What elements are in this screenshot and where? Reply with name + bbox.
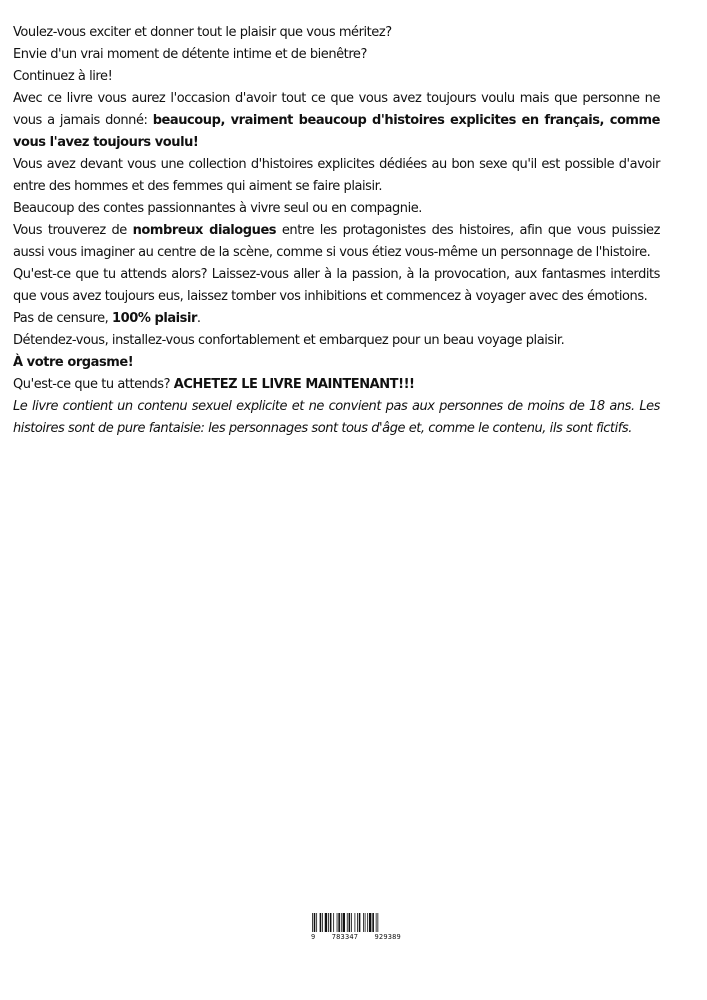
paragraph — [13, 352, 660, 374]
barcode-digit-prefix: 9 — [311, 933, 316, 941]
paragraph — [13, 264, 660, 308]
text-run: Le livre contient un contenu sexuel explicite et ne convient pas aux personnes de moins de 18 ans. Les histoires sont de pure fantaisie: les personnages sont tous d'âge et, comme le contenu, ils sont fictifs. — [13, 399, 660, 436]
text-run: Qu'est-ce que tu attends? — [13, 377, 174, 392]
text-run: Vous trouverez de — [13, 223, 133, 238]
text-run: Qu'est-ce que tu attends alors? Laissez-vous aller à la passion, à la provocation, aux fantasmes interdits que vous avez toujours eus, laissez tomber vos inhibitions et commencez à voyager avec des émotions. — [13, 267, 660, 304]
bold-text: ACHETEZ LE LIVRE MAINTENANT!!! — [173, 377, 415, 392]
paragraph — [13, 198, 660, 220]
paragraph — [13, 44, 660, 66]
paragraph — [13, 22, 660, 44]
text-run: Continuez à lire! — [13, 69, 113, 84]
back-cover-text — [13, 22, 660, 440]
paragraph — [13, 374, 660, 396]
bold-text: 100% plaisir — [112, 311, 197, 326]
bold-text: nombreux dialogues — [132, 223, 277, 238]
text-run: Beaucoup des contes passionnantes à vivre seul ou en compagnie. — [13, 201, 422, 216]
bold-text: À votre orgasme! — [13, 355, 134, 370]
paragraph — [13, 88, 660, 154]
text-run: Envie d'un vrai moment de détente intime et de bienêtre? — [13, 47, 367, 62]
text-run: Détendez-vous, installez-vous confortablement et embarquez pour un beau voyage plaisir. — [13, 333, 565, 348]
text-run: Pas de censure, — [13, 311, 113, 326]
paragraph — [13, 330, 660, 352]
bold-text: beaucoup, vraiment beaucoup d'histoires explicites en français, comme vous l'avez toujours voulu! — [13, 113, 660, 150]
text-run: Vous avez devant vous une collection d'histoires explicites dédiées au bon sexe qu'il est possible d'avoir entre des hommes et des femmes qui aiment se faire plaisir. — [13, 157, 660, 194]
barcode-digits — [311, 932, 401, 942]
paragraph — [13, 396, 660, 440]
text-run: entre les protagonistes des histoires, afin que vous puissiez aussi vous imaginer au centre de la scène, comme si vous étiez vous-même un personnage de l'histoire. — [13, 223, 660, 260]
barcode-digit-group-1: 783347 — [331, 933, 359, 941]
paragraph — [13, 308, 660, 330]
text-run: Voulez-vous exciter et donner tout le plaisir que vous méritez? — [13, 25, 392, 40]
paragraph — [13, 66, 660, 88]
barcode-digit-group-2: 929389 — [374, 933, 401, 941]
text-run: . — [196, 311, 201, 326]
paragraph — [13, 154, 660, 198]
text-run: Avec ce livre vous aurez l'occasion d'avoir tout ce que vous avez toujours voulu mais que personne ne vous a jamais donné: — [13, 91, 660, 128]
paragraph — [13, 220, 660, 264]
